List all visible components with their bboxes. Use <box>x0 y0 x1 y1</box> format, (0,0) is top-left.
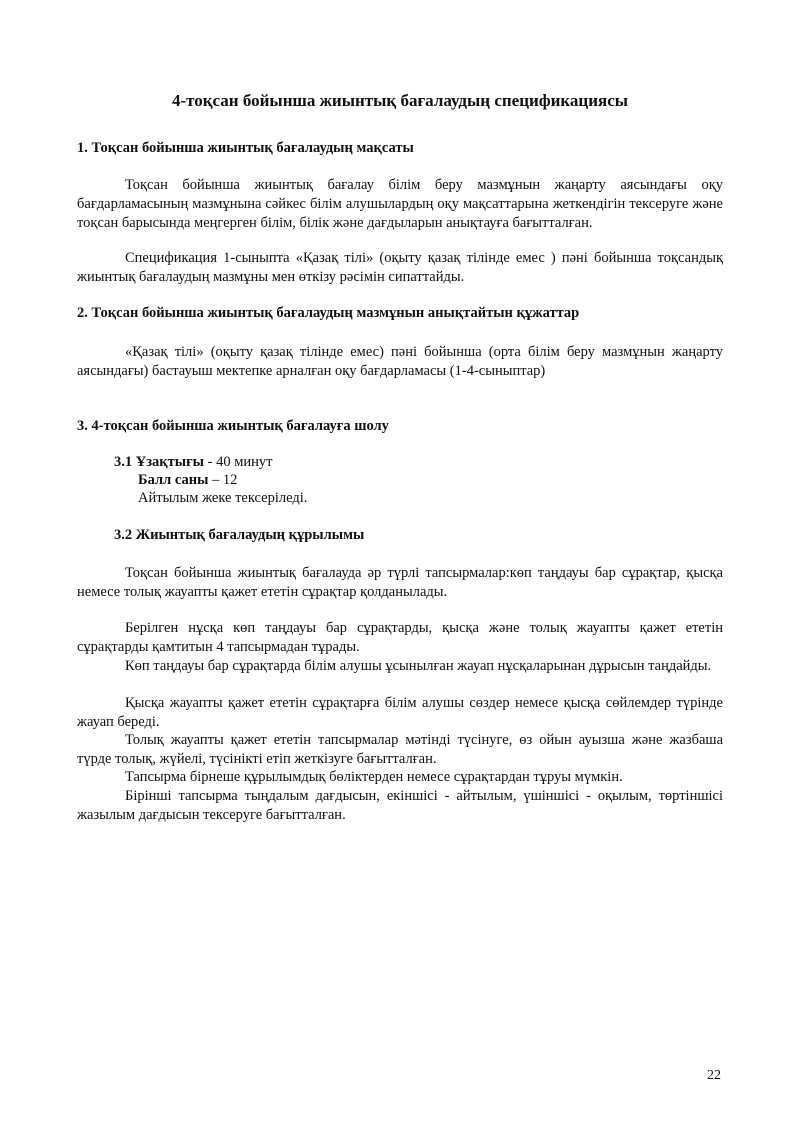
duration-value: - 40 минут <box>204 454 273 470</box>
speaking-note: Айтылым жеке тексеріледі. <box>138 490 308 506</box>
section-2-paragraph-1: «Қазақ тілі» (оқыту қазақ тілінде емес) пәні бойынша (орта білім беру мазмұнын жаңарту аясындағы) бастауыш мектепке арналған оқу бағдарламасы (1-4-сыныптар) <box>77 344 723 379</box>
score-label: Балл саны <box>138 472 209 488</box>
structure-paragraph-3: Көп таңдауы бар сұрақтарда білім алушы ұсынылған жауап нұсқаларынан дұрысын таңдайды. <box>125 658 712 674</box>
section-1-paragraph-2: Спецификация 1-сыныпта «Қазақ тілі» (оқыту қазақ тілінде емес ) пәні бойынша тоқсандық жиынтық бағалаудың мазмұны мен өткізу рәсімін сипаттайды. <box>77 250 723 285</box>
score-value: – 12 <box>208 472 238 488</box>
document-title: 4-тоқсан бойынша жиынтық бағалаудың спецификациясы <box>171 91 629 110</box>
section-2-heading: 2. Тоқсан бойынша жиынтық бағалаудың мазмұнын анықтайтын құжаттар <box>77 305 580 321</box>
structure-heading: 3.2 Жиынтық бағалаудың құрылымы <box>114 527 365 543</box>
page-number: 22 <box>707 1068 721 1083</box>
structure-paragraph-2: Берілген нұсқа көп таңдауы бар сұрақтарды, қысқа және толық жауапты қажет ететін сұрақтарды қамтитын 4 тапсырмадан тұрады. <box>77 620 723 655</box>
structure-paragraph-1: Тоқсан бойынша жиынтық бағалауда әр түрлі тапсырмалар:көп таңдауы бар сұрақтар, қысқа немесе толық жауапты қажет ететін сұрақтар қолданылады. <box>77 565 723 600</box>
section-3-heading: 3. 4-тоқсан бойынша жиынтық бағалауға шолу <box>77 418 389 434</box>
structure-paragraph-4: Қысқа жауапты қажет ететін сұрақтарға білім алушы сөздер немесе қысқа сөйлемдер түрінде жауап береді. <box>77 695 723 730</box>
duration-line <box>114 454 273 471</box>
section-1-paragraph-1: Тоқсан бойынша жиынтық бағалау білім беру мазмұнын жаңарту аясындағы оқу бағдарламасының мазмұнына сәйкес білім алушылардың оқу мақсаттарына жеткендігін тексеруге және тоқсан барысында меңгерген білім, білік және дағдыларын анықтауға бағытталған. <box>77 177 723 231</box>
score-line <box>138 472 237 489</box>
structure-paragraph-7: Бірінші тапсырма тыңдалым дағдысын, екіншісі - айтылым, үшіншісі - оқылым, төртіншісі жазылым дағдысын тексеруге бағытталған. <box>77 788 723 823</box>
structure-paragraph-6: Тапсырма бірнеше құрылымдық бөліктерден немесе сұрақтардан тұруы мүмкін. <box>125 769 623 785</box>
section-1-heading: 1. Тоқсан бойынша жиынтық бағалаудың мақсаты <box>77 140 414 156</box>
structure-paragraph-5: Толық жауапты қажет ететін тапсырмалар мәтінді түсінуге, өз ойын ауызша және жазбаша түрде толық, жүйелі, түсінікті етіп жеткізуге бағытталған. <box>77 732 723 767</box>
duration-label: 3.1 Ұзақтығы <box>114 454 205 470</box>
